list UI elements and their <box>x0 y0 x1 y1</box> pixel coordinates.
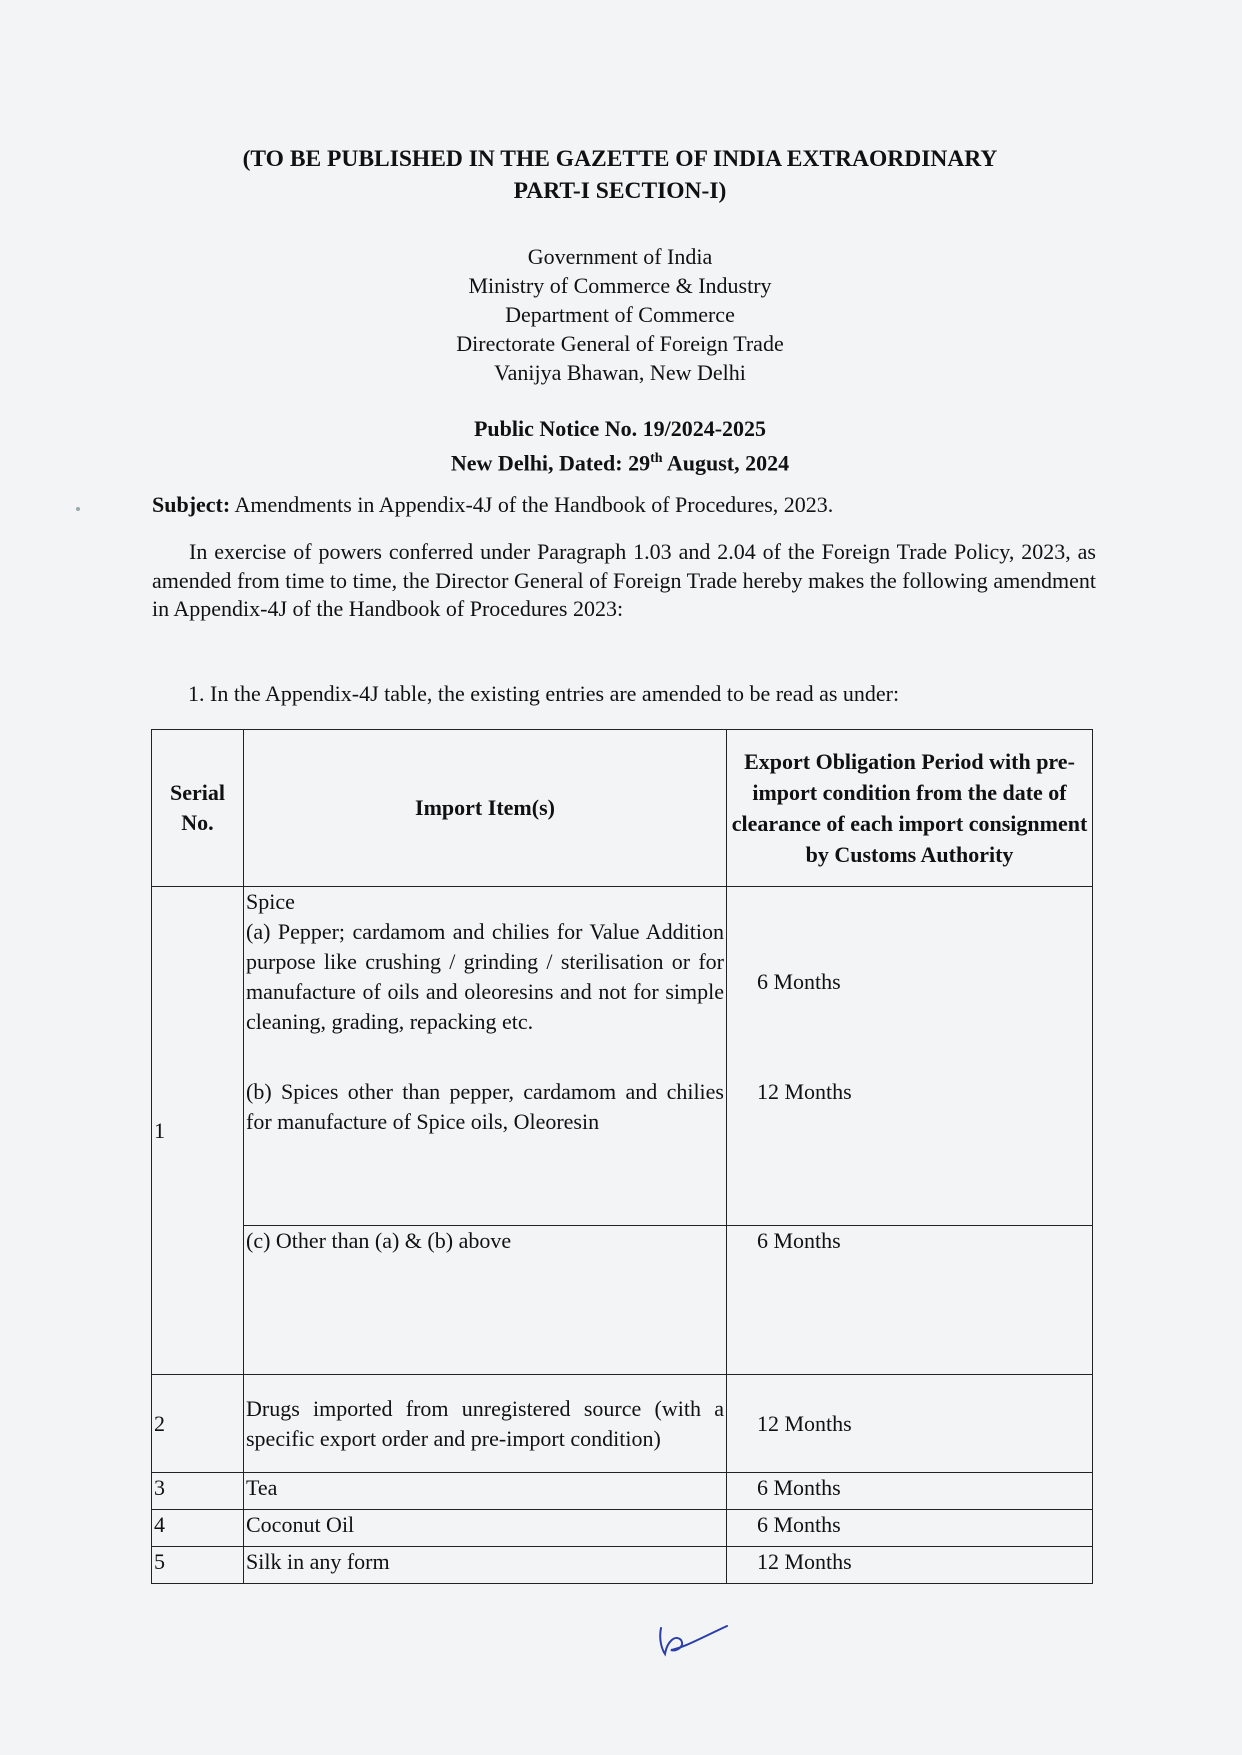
department-line: Department of Commerce <box>505 302 735 327</box>
row1c-item: (c) Other than (a) & (b) above <box>244 1226 727 1375</box>
location-line: Vanijya Bhawan, New Delhi <box>494 360 746 385</box>
row3-period: 6 Months <box>727 1473 1093 1510</box>
header-period: Export Obligation Period with pre-import condition from the date of clearance of each import consignment by Customs Authority <box>727 730 1093 887</box>
table-row <box>152 887 1093 1077</box>
gazette-heading <box>150 143 1090 207</box>
subject-text: Amendments in Appendix-4J of the Handbook of Procedures, 2023. <box>230 492 834 517</box>
scan-speck <box>76 507 80 511</box>
row5-item: Silk in any form <box>244 1547 727 1584</box>
table-row <box>152 1226 1093 1375</box>
ministry-line: Ministry of Commerce & Industry <box>468 273 772 298</box>
directorate-line: Directorate General of Foreign Trade <box>456 331 784 356</box>
row2-serial: 2 <box>152 1375 244 1473</box>
subject-line <box>152 490 1102 520</box>
notice-date: New Delhi, Dated: 29th August, 2024 <box>450 450 790 476</box>
amendment-table <box>151 729 1093 1584</box>
row4-item: Coconut Oil <box>244 1510 727 1547</box>
table-row <box>152 1547 1093 1584</box>
table-header-row <box>152 730 1093 887</box>
gazette-heading-line2: PART-I SECTION-I) <box>513 178 727 204</box>
row1a-item <box>244 887 727 1077</box>
table-row <box>152 1077 1093 1226</box>
spice-title: Spice <box>246 889 295 914</box>
row4-serial: 4 <box>152 1510 244 1547</box>
table-row <box>152 1510 1093 1547</box>
table-row <box>152 1375 1093 1473</box>
gazette-heading-line1: (TO BE PUBLISHED IN THE GAZETTE OF INDIA EXTRAORDINARY <box>242 146 998 172</box>
spice-a-text: (a) Pepper; cardamom and chilies for Value Addition purpose like crushing / grinding / sterilisation or for manufacture of oils and oleoresins and not for simple cleaning, grading, repacking etc. <box>246 919 724 1034</box>
row1b-item: (b) Spices other than pepper, cardamom and chilies for manufacture of Spice oils, Oleoresin <box>244 1077 727 1226</box>
row1a-period: 6 Months <box>727 887 1093 1077</box>
body-paragraph: In exercise of powers conferred under Paragraph 1.03 and 2.04 of the Foreign Trade Policy, 2023, as amended from time to time, the Director General of Foreign Trade hereby makes the following amendment in Appendix-4J of the Handbook of Procedures 2023: <box>152 539 1096 621</box>
notice-number: Public Notice No. 19/2024-2025 <box>473 416 767 441</box>
subject-label: Subject: <box>152 492 231 517</box>
government-line: Government of India <box>527 244 713 269</box>
row1c-period: 6 Months <box>727 1226 1093 1375</box>
row1-serial: 1 <box>152 887 244 1375</box>
header-serial: Serial No. <box>152 730 244 887</box>
notice-header <box>300 414 940 478</box>
row5-serial: 5 <box>152 1547 244 1584</box>
row1b-period: 12 Months <box>727 1077 1093 1226</box>
row3-item: Tea <box>244 1473 727 1510</box>
row5-period: 12 Months <box>727 1547 1093 1584</box>
header-item: Import Item(s) <box>244 730 727 887</box>
row2-item: Drugs imported from unregistered source (with a specific export order and pre-import condition) <box>244 1375 727 1473</box>
row4-period: 6 Months <box>727 1510 1093 1547</box>
issuing-authority <box>300 242 940 387</box>
row3-serial: 3 <box>152 1473 244 1510</box>
table-row <box>152 1473 1093 1510</box>
handwritten-initials-icon <box>655 1620 735 1662</box>
amendment-item: 1. In the Appendix-4J table, the existing entries are amended to be read as under: <box>188 681 900 706</box>
row2-period: 12 Months <box>727 1375 1093 1473</box>
